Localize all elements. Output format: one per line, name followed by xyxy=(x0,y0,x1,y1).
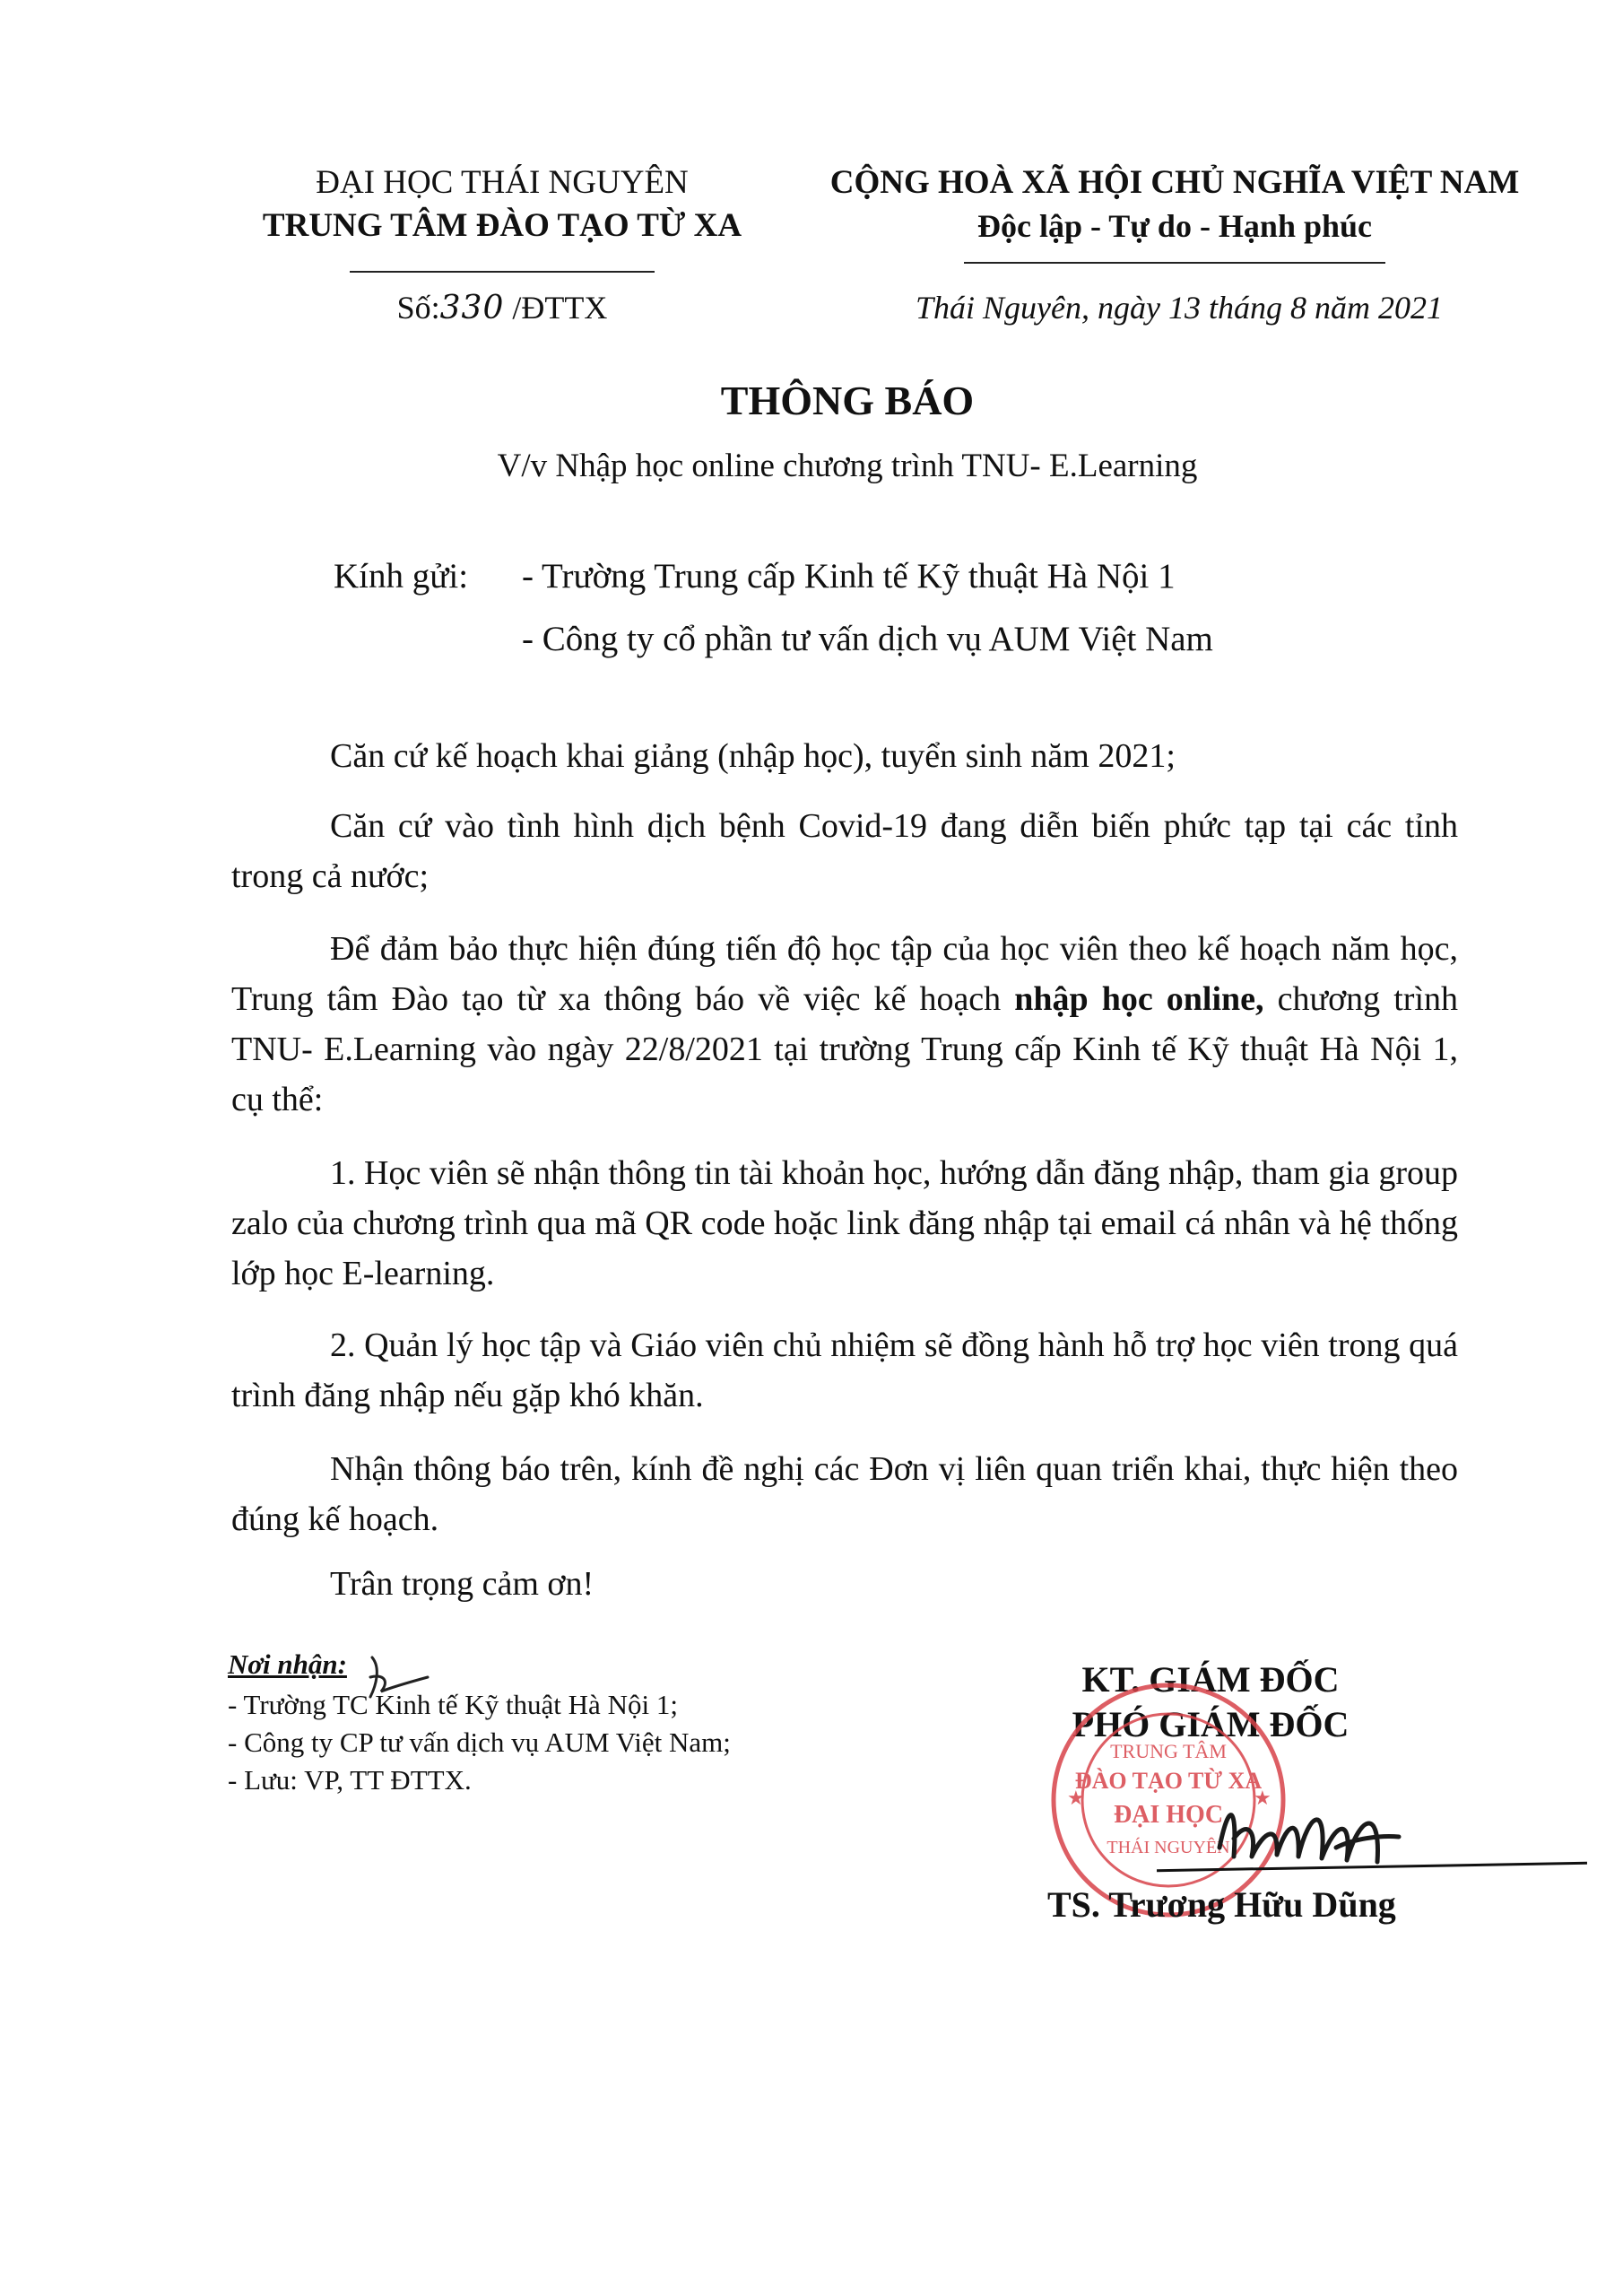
paragraph-text: Trân trọng cảm ơn! xyxy=(330,1565,595,1603)
body-paragraph-4 xyxy=(231,1148,1458,1299)
paragraph-text xyxy=(231,924,1458,1125)
noi-nhan-item: - Công ty CP tư vấn dịch vụ AUM Việt Nam; xyxy=(228,1726,731,1758)
motto-underline xyxy=(964,262,1385,264)
national-header xyxy=(789,161,1560,264)
emphasis-text: nhập học online, xyxy=(1014,980,1264,1018)
country-name: CỘNG HOÀ XÃ HỘI CHỦ NGHĨA VIỆT NAM xyxy=(829,164,1520,201)
svg-text:★: ★ xyxy=(1067,1787,1085,1809)
paragraph-text: 1. Học viên sẽ nhận thông tin tài khoản học, hướng dẫn đăng nhập, tham gia group zalo của chương trình qua mã QR code hoặc link đăng nhập tại email cá nhân và hệ thống lớp học E-learning. xyxy=(231,1154,1458,1292)
stamp-line: ĐÀO TẠO TỪ XA xyxy=(1074,1768,1263,1794)
stamp-line: THÁI NGUYÊN xyxy=(1107,1838,1230,1857)
document-subject: V/v Nhập học online chương trình TNU- E.Learning xyxy=(497,448,1198,484)
stamp-line: ĐẠI HỌC xyxy=(1113,1801,1224,1829)
recipient-item: - Công ty cổ phần tư vấn dịch vụ AUM Việt Nam xyxy=(522,620,1213,658)
document-number xyxy=(224,289,780,326)
doc-number-handwritten: 330 xyxy=(439,290,505,326)
body-paragraph-3 xyxy=(231,924,1458,1125)
text-run: chương trình TNU- E.Learning vào ngày 22/8/2021 tại trường Trung cấp Kinh tế Kỹ thuật Hà Nội 1, cụ thể: xyxy=(231,980,1459,1118)
body-paragraph-6 xyxy=(231,1444,1458,1544)
body-paragraph-1 xyxy=(231,731,1458,781)
paragraph-text: 2. Quản lý học tập và Giáo viên chủ nhiệm sẽ đồng hành hỗ trợ học viên trong quá trình đăng nhập nếu gặp khó khăn. xyxy=(231,1326,1458,1414)
recipients-label: Kính gửi: xyxy=(334,557,469,596)
svg-text:★: ★ xyxy=(1254,1787,1271,1809)
issuer-underline xyxy=(350,271,655,273)
paragraph-text: Căn cứ vào tình hình dịch bệnh Covid-19 đang diễn biến phức tạp tại các tỉnh trong cả nước; xyxy=(231,807,1458,895)
noi-nhan-list xyxy=(228,1686,731,1799)
motto: Độc lập - Tự do - Hạnh phúc xyxy=(976,208,1373,244)
paragraph-text: Nhận thông báo trên, kính đề nghị các Đơn vị liên quan triển khai, thực hiện theo đúng kế hoạch. xyxy=(231,1450,1458,1538)
body-paragraph-2 xyxy=(231,801,1458,901)
document-title: THÔNG BÁO xyxy=(720,378,975,423)
noi-nhan-heading: Nơi nhận: xyxy=(228,1648,347,1680)
paragraph-text: Căn cứ kế hoạch khai giảng (nhập học), tuyển sinh năm 2021; xyxy=(330,737,1176,775)
noi-nhan-item: - Lưu: VP, TT ĐTTX. xyxy=(228,1764,472,1796)
stamp-line: TRUNG TÂM xyxy=(1110,1740,1227,1762)
issuer-header xyxy=(224,161,780,273)
recipient-item: - Trường Trung cấp Kinh tế Kỹ thuật Hà Nội 1 xyxy=(522,557,1176,596)
university-name: ĐẠI HỌC THÁI NGUYÊN xyxy=(316,164,689,201)
doc-number-suffix: /ĐTTX xyxy=(504,290,608,326)
body-paragraph-5 xyxy=(231,1320,1458,1421)
text-run: Để đảm bảo thực hiện đúng tiến độ học tập của học viên theo kế hoạch năm học, Trung tâm Đào tạo từ xa thông báo về việc kế hoạch xyxy=(231,930,1458,1018)
signer-name: TS. Trương Hữu Dũng xyxy=(1047,1884,1396,1925)
center-name: TRUNG TÂM ĐÀO TẠO TỪ XA xyxy=(262,207,742,244)
date-line: Thái Nguyên, ngày 13 tháng 8 năm 2021 xyxy=(916,290,1443,326)
signature-title-1: KT. GIÁM ĐỐC xyxy=(1081,1659,1340,1700)
noi-nhan-item: - Trường TC Kinh tế Kỹ thuật Hà Nội 1; xyxy=(228,1689,678,1720)
signature-title-2: PHÓ GIÁM ĐỐC xyxy=(1072,1704,1350,1744)
body-paragraph-7 xyxy=(231,1559,1458,1609)
doc-number-prefix: Số: xyxy=(396,290,440,326)
